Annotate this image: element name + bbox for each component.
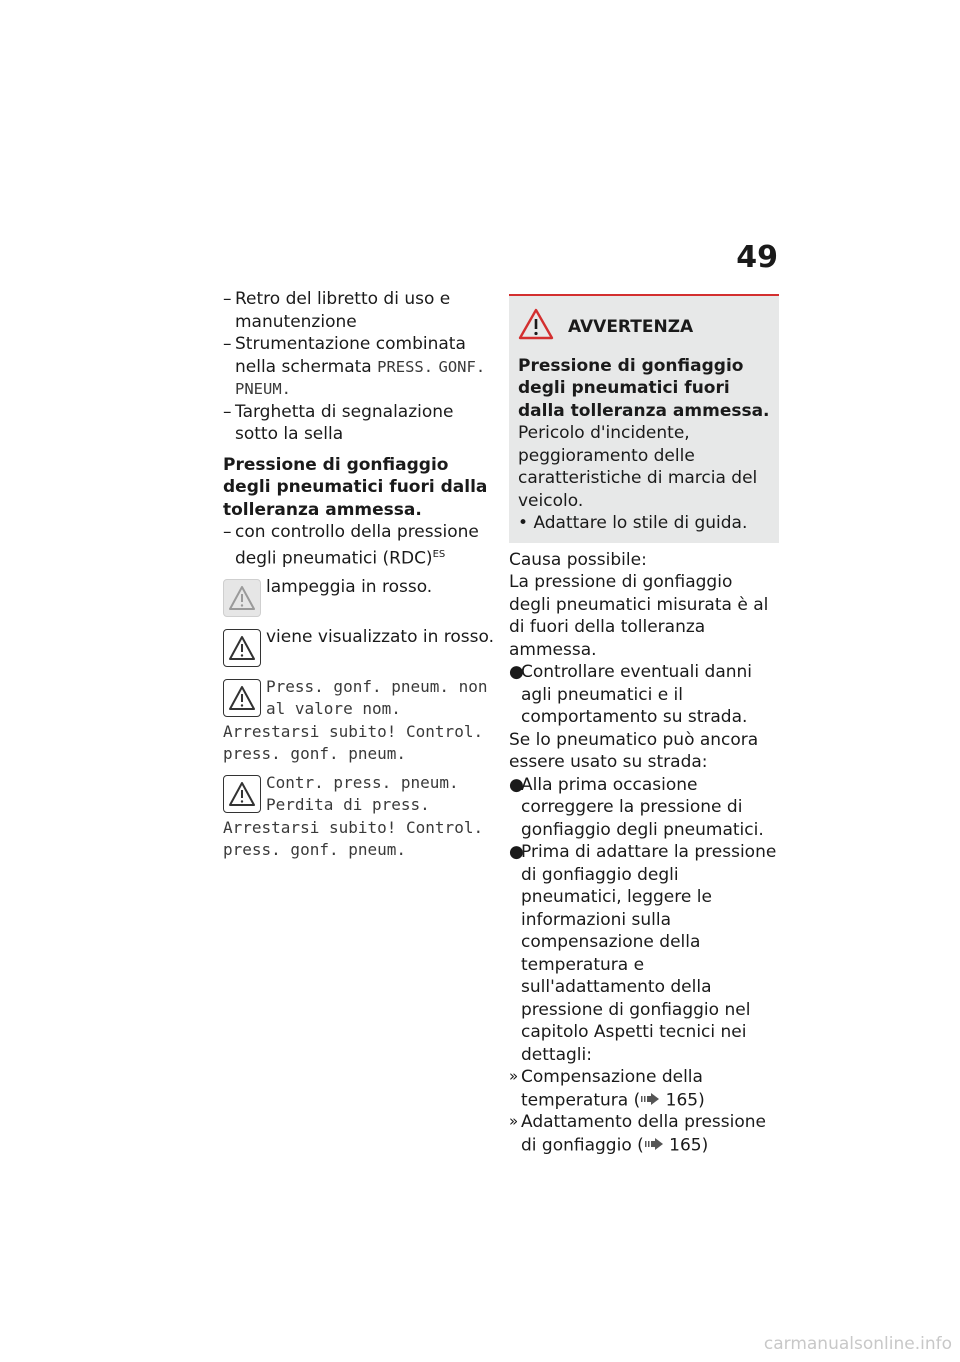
indicator-text: lampeggia in rosso. xyxy=(266,576,433,597)
warning-triangle-icon xyxy=(223,679,261,717)
indicator-row xyxy=(223,626,495,670)
warning-triangle-icon xyxy=(223,775,261,813)
section-heading: Pressione di gonfiaggio degli pneumatici fuori dalla tolleranza ammessa. xyxy=(223,454,488,520)
cause-text: La pressione di gonfiaggio degli pneumatici misurata è al di fuori della tolleranza ammessa. xyxy=(509,572,769,660)
display-message: Press. gonf. pneum. non al valore nom. Arrestarsi subito! Control. press. gonf. pneum. xyxy=(223,676,488,764)
right-column xyxy=(509,294,779,1157)
left-column xyxy=(223,288,495,862)
list-item: ● Prima di adattare la pressione di gonfiaggio degli pneumatici, leggere le informazioni sulla compensazione della temperatura e sull'adattamento della pressione di gonfiaggio nel capitolo Aspetti tecnici nei dettagli: xyxy=(509,842,777,1065)
watermark: carmanualsonline.info xyxy=(763,1334,952,1354)
display-text: PRESS. xyxy=(377,357,434,376)
reference-arrow-icon xyxy=(644,1134,664,1157)
warning-text: Pericolo d'incidente, peggioramento delle caratteristiche di marcia del veicolo. xyxy=(518,423,758,511)
warning-heading: Pressione di gonfiaggio degli pneumatici fuori dalla tolleranza ammessa. xyxy=(518,355,770,421)
display-text: GONF. PNEUM. xyxy=(235,357,486,398)
list-item: ● Alla prima occasione correggere la pressione di gonfiaggio degli pneumatici. xyxy=(509,774,764,840)
reference-item[interactable]: » Adattamento della pressione di gonfiaggio ( 165) xyxy=(509,1112,767,1155)
indicator-text: viene visualizzato in rosso. xyxy=(266,626,495,647)
paragraph: Se lo pneumatico può ancora essere usato su strada: xyxy=(509,729,759,772)
warning-triangle-icon xyxy=(223,629,261,667)
warning-title: AVVERTENZA xyxy=(518,308,770,347)
list-item: – Retro del libretto di uso e manutenzione xyxy=(223,289,451,332)
reference-item[interactable]: » Compensazione della temperatura ( 165) xyxy=(509,1067,705,1110)
warning-triangle-icon xyxy=(223,579,261,617)
warning-bullet: • Adattare lo stile di guida. xyxy=(518,513,748,533)
list-item: – con controllo della pressione degli pneumatici (RDC)$^{ES}$ xyxy=(223,522,479,569)
warning-triangle-icon xyxy=(518,308,554,347)
indicator-row xyxy=(223,576,495,620)
display-message: Contr. press. pneum. Perdita di press. Arrestarsi subito! Control. press. gonf. pneum. xyxy=(223,772,484,860)
warning-box xyxy=(509,294,779,543)
list-item: – Targhetta di segnalazione sotto la sella xyxy=(223,401,454,444)
cause-label: Causa possibile: xyxy=(509,549,647,570)
page-number: 49 xyxy=(736,240,778,275)
list-item: – Strumentazione combinata nella schermata PRESS. GONF. PNEUM. xyxy=(223,334,486,398)
list-item: ● Controllare eventuali danni agli pneumatici e il comportamento su strada. xyxy=(509,662,753,727)
reference-arrow-icon xyxy=(640,1089,660,1112)
